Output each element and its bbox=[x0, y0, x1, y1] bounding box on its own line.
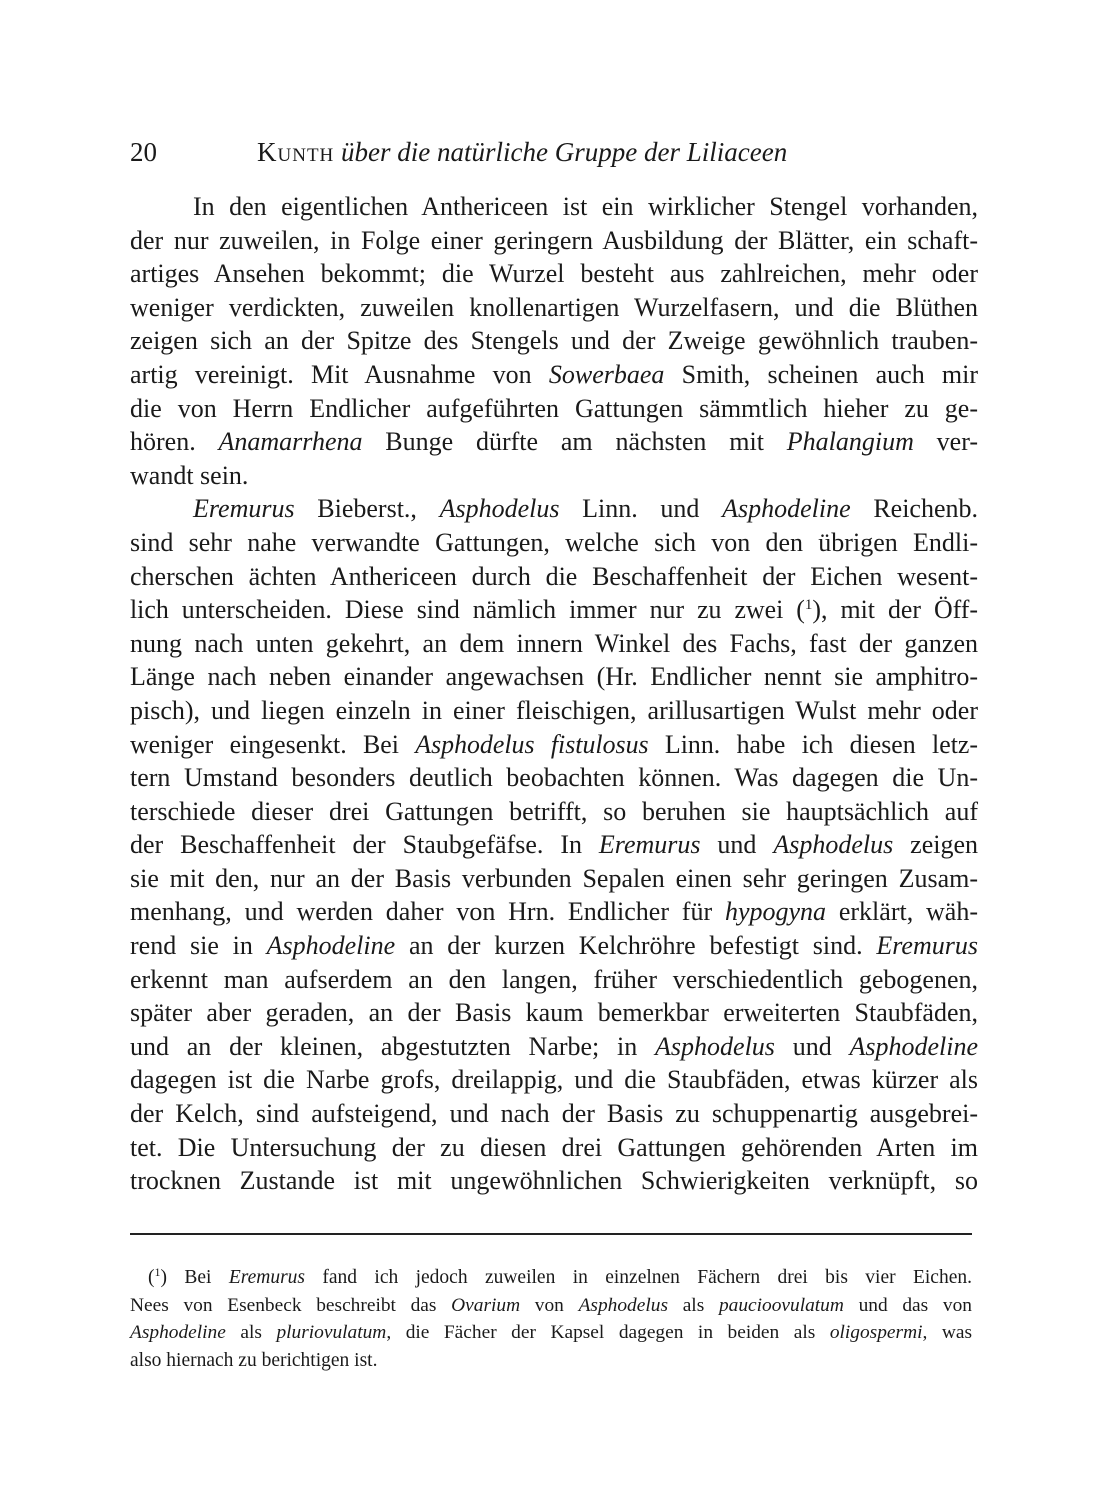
text-run: lich unterscheiden. Diese sind nämlich immer nur zu zwei ( bbox=[130, 595, 805, 625]
text-line bbox=[130, 1063, 978, 1097]
text-run: Bieberst., bbox=[294, 494, 440, 524]
taxon-name: Asphodeline bbox=[130, 1322, 226, 1343]
page-number: 20 bbox=[130, 137, 157, 167]
main-text bbox=[130, 190, 978, 1198]
text-run: terschiede dieser drei Gattungen betrifft, so beruhen sie hauptsächlich auf bbox=[130, 796, 978, 826]
text-run: tet. Die Untersuchung der zu diesen drei Gattungen gehörenden Arten im bbox=[130, 1132, 978, 1162]
text-run: Nees von Esenbeck beschreibt das bbox=[130, 1294, 452, 1316]
taxon-name: Eremurus bbox=[228, 1267, 306, 1288]
work-title: über die natürliche Gruppe der Liliaceen bbox=[341, 137, 788, 167]
text-run: erkennt man aufserdem an den langen, früher verschiedentlich gebogenen, bbox=[130, 964, 978, 994]
text-line bbox=[130, 224, 978, 258]
running-header bbox=[130, 132, 980, 172]
text-line bbox=[130, 425, 978, 459]
text-run: pisch), und liegen einzeln in einer fleischigen, arillusartigen Wulst mehr oder bbox=[130, 695, 978, 725]
text-line bbox=[130, 459, 978, 493]
text-line bbox=[130, 828, 978, 862]
text-run: , die Fächer der Kapsel dagegen in beiden als bbox=[386, 1322, 830, 1343]
text-run: rend sie in bbox=[130, 931, 267, 961]
text-run: cherschen ächten Anthericeen durch die Beschaffenheit der Eichen wesent- bbox=[130, 561, 978, 591]
text-line bbox=[130, 526, 978, 560]
taxon-term: oligospermi bbox=[829, 1322, 923, 1343]
text-run: In den eigentlichen Anthericeen ist ein wirklicher Stengel vorhanden, bbox=[193, 192, 978, 221]
footnote-line bbox=[130, 1264, 972, 1292]
text-run: trocknen Zustande ist mit ungewöhnlichen Schwierigkeiten verknüpft, so bbox=[130, 1166, 978, 1196]
text-line bbox=[130, 862, 978, 896]
taxon-name: Anamarrhena bbox=[218, 427, 363, 457]
text-run: Länge nach neben einander angewachsen (Hr. Endlicher nennt sie amphitro- bbox=[130, 662, 978, 692]
text-run: zeigen bbox=[893, 830, 978, 860]
text-run: und bbox=[700, 830, 774, 860]
text-line bbox=[130, 257, 978, 291]
text-run: und bbox=[774, 1031, 850, 1061]
footnote-separator-rule bbox=[130, 1233, 972, 1235]
taxon-name: Asphodeline bbox=[266, 931, 396, 961]
footnotes bbox=[130, 1264, 972, 1374]
text-run: ( bbox=[148, 1267, 155, 1288]
text-run: tern Umstand besonders deutlich beobachten können. Was dagegen die Un- bbox=[130, 763, 978, 793]
text-run: Bunge dürfte am nächsten mit bbox=[362, 427, 787, 457]
taxon-name: Eremurus bbox=[193, 494, 295, 524]
text-run: wandt sein. bbox=[130, 460, 249, 490]
text-line bbox=[130, 895, 978, 929]
text-line bbox=[130, 1030, 978, 1064]
text-run: ) Bei bbox=[160, 1267, 229, 1288]
text-run: artiges Ansehen bekommt; die Wurzel besteht aus zahlreichen, mehr oder bbox=[130, 259, 978, 289]
text-line bbox=[130, 1097, 978, 1131]
text-run: Smith, scheinen auch mir bbox=[664, 359, 978, 389]
text-run: ), mit der Öff- bbox=[812, 595, 978, 625]
text-run: der Beschaffenheit der Staubgefäfse. In bbox=[130, 830, 599, 860]
text-line bbox=[130, 963, 978, 997]
taxon-name: Eremurus bbox=[876, 931, 978, 961]
text-run: und das von bbox=[843, 1294, 972, 1316]
text-run: der Kelch, sind aufsteigend, und nach der Basis zu schuppenartig ausgebrei- bbox=[130, 1099, 978, 1129]
text-run: ver- bbox=[913, 427, 978, 457]
taxon-term: pluriovulatum bbox=[276, 1322, 387, 1343]
text-run: als bbox=[668, 1294, 719, 1316]
text-run: zeigen sich an der Spitze des Stengels und der Zweige gewöhnlich trauben- bbox=[130, 326, 978, 356]
footnote-line bbox=[130, 1319, 972, 1347]
taxon-name: Eremurus bbox=[598, 830, 701, 860]
taxon-name: Asphodelus bbox=[655, 1031, 775, 1061]
taxon-term: hypogyna bbox=[724, 897, 827, 927]
taxon-term: paucioovulatum bbox=[718, 1294, 844, 1316]
text-run: also hiernach zu berichtigen ist. bbox=[130, 1349, 378, 1371]
text-run: und an der kleinen, abgestutzten Narbe; in bbox=[130, 1031, 656, 1061]
text-line bbox=[130, 358, 978, 392]
text-line bbox=[130, 929, 978, 963]
text-line bbox=[130, 190, 978, 224]
author-name: Kunth bbox=[257, 137, 335, 167]
text-run: fand ich jedoch zuweilen in einzelnen Fächern drei bis vier Eichen. bbox=[305, 1267, 972, 1288]
text-line bbox=[130, 1164, 978, 1198]
text-run: Linn. habe ich diesen letz- bbox=[648, 729, 978, 759]
text-run: sind sehr nahe verwandte Gattungen, welche sich von den übrigen Endli- bbox=[130, 527, 978, 557]
text-run: artig vereinigt. Mit Ausnahme von bbox=[130, 359, 549, 389]
taxon-name: Asphodelus bbox=[578, 1294, 668, 1316]
taxon-name: Asphodelus bbox=[773, 830, 894, 860]
text-line bbox=[130, 291, 978, 325]
text-run: an der kurzen Kelchröhre befestigt sind. bbox=[395, 931, 877, 961]
taxon-term: Ovarium bbox=[451, 1294, 521, 1316]
taxon-name: Sowerbaea bbox=[548, 359, 665, 389]
taxon-name: Asphodelus fistulosus bbox=[415, 729, 649, 759]
text-run: sie mit den, nur an der Basis verbunden Sepalen einen sehr geringen Zusam- bbox=[130, 863, 978, 893]
footnote-line bbox=[130, 1292, 972, 1320]
text-run: von bbox=[520, 1294, 579, 1316]
taxon-name: Asphodeline bbox=[722, 494, 851, 524]
text-line bbox=[130, 694, 978, 728]
text-run: , was bbox=[922, 1322, 972, 1343]
footnote-marker: 1 bbox=[154, 1265, 161, 1279]
text-run: Reichenb. bbox=[850, 494, 978, 524]
text-run: später aber geraden, an der Basis kaum bemerkbar erweiterten Staubfäden, bbox=[130, 998, 978, 1028]
text-line bbox=[130, 560, 978, 594]
text-run: weniger verdickten, zuweilen knollenartigen Wurzelfasern, und die Blüthen bbox=[130, 292, 978, 322]
text-run: der nur zuweilen, in Folge einer geringern Ausbildung der Blätter, ein schaft- bbox=[130, 225, 978, 255]
text-run: hören. bbox=[130, 427, 219, 457]
text-run: als bbox=[225, 1322, 277, 1343]
text-run: die von Herrn Endlicher aufgeführten Gattungen sämmtlich hieher zu ge- bbox=[130, 393, 978, 423]
text-run: weniger eingesenkt. Bei bbox=[130, 729, 416, 759]
text-line bbox=[130, 996, 978, 1030]
text-line bbox=[130, 492, 978, 526]
footnote-reference[interactable]: 1 bbox=[804, 597, 813, 614]
text-line bbox=[130, 324, 978, 358]
text-line bbox=[130, 392, 978, 426]
taxon-name: Asphodeline bbox=[849, 1031, 978, 1061]
text-line bbox=[130, 795, 978, 829]
taxon-name: Asphodelus bbox=[439, 494, 560, 524]
footnote-line bbox=[130, 1347, 972, 1375]
text-line bbox=[130, 1131, 978, 1165]
text-line bbox=[130, 761, 978, 795]
text-run: erklärt, wäh- bbox=[826, 897, 978, 927]
text-line bbox=[130, 660, 978, 694]
text-line bbox=[130, 593, 978, 627]
text-run: nung nach unten gekehrt, an dem innern Winkel des Fachs, fast der ganzen bbox=[130, 628, 978, 658]
text-run: dagegen ist die Narbe grofs, dreilappig, und die Staubfäden, etwas kürzer als bbox=[130, 1065, 978, 1095]
text-line bbox=[130, 627, 978, 661]
text-run: Linn. und bbox=[559, 494, 723, 524]
taxon-name: Phalangium bbox=[786, 427, 914, 457]
text-run: menhang, und werden daher von Hrn. Endlicher für bbox=[130, 897, 725, 927]
text-line bbox=[130, 728, 978, 762]
running-title bbox=[257, 132, 787, 172]
